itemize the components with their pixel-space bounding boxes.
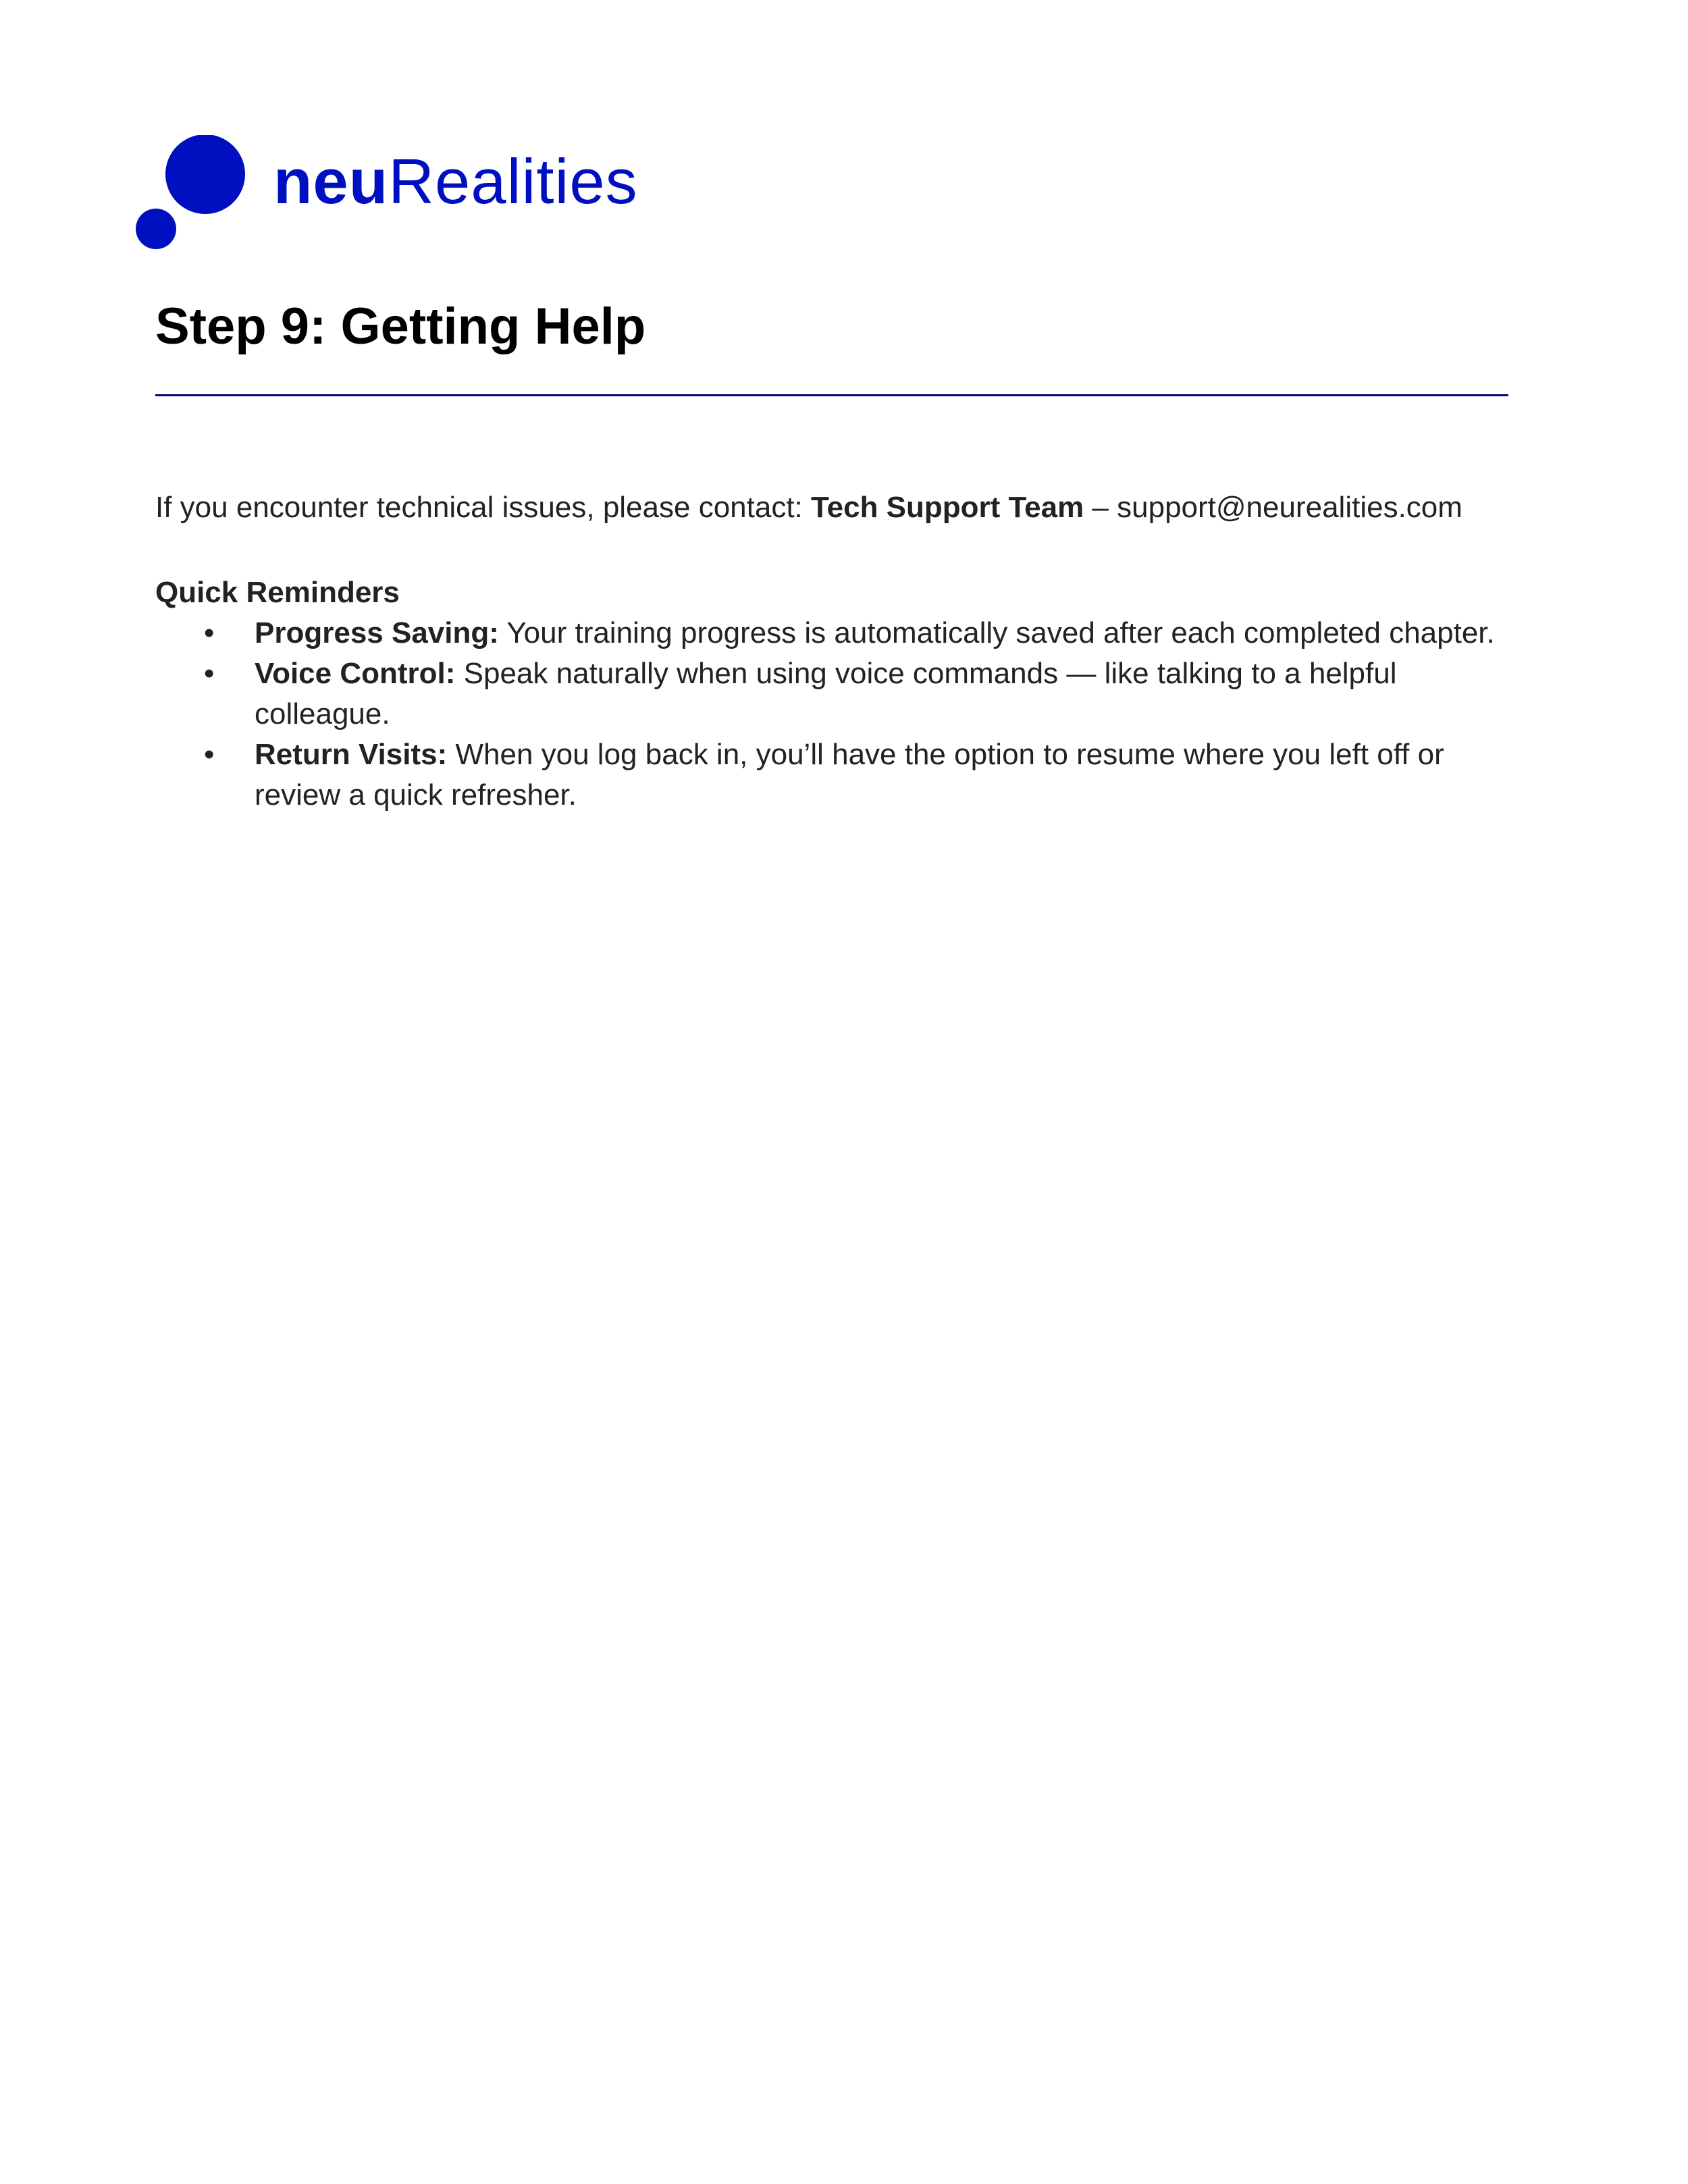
reminders-heading: Quick Reminders (155, 576, 400, 609)
contact-paragraph (155, 487, 1539, 528)
reminders-list (155, 613, 1539, 816)
bullet-icon: • (204, 657, 215, 690)
reminder-label: Voice Control: (255, 657, 456, 690)
reminder-text: Your training progress is automatically saved after each completed chapter. (498, 616, 1495, 649)
document-body (155, 487, 1539, 816)
list-item (155, 613, 1524, 654)
list-item (155, 735, 1524, 816)
brand-wordmark (273, 146, 638, 217)
bullet-icon: • (204, 616, 215, 649)
list-item (155, 654, 1524, 735)
bullet-icon: • (204, 738, 215, 771)
reminder-text: When you log back in, you’ll have the option to resume where you left off or review a quick refresher. (255, 738, 1444, 811)
page-title: Step 9: Getting Help (155, 298, 646, 355)
contact-team: Tech Support Team (811, 491, 1084, 524)
contact-prefix: If you encounter technical issues, please contact: (155, 491, 812, 524)
reminder-text: Speak naturally when using voice commands — like talking to a helpful colleague. (255, 657, 1397, 730)
brand-wordmark-bold: neu (273, 146, 389, 217)
contact-separator: – (1084, 491, 1117, 524)
contact-email: support@neurealities.com (1117, 491, 1462, 524)
brand-wordmark-light: Realities (388, 146, 638, 217)
reminder-label: Return Visits: (255, 738, 448, 771)
logo-small-circle (136, 209, 176, 249)
logo-large-circle (165, 135, 245, 214)
title-divider (155, 394, 1508, 396)
brand-logo-mark-icon (135, 135, 270, 257)
reminder-label: Progress Saving: (255, 616, 499, 649)
